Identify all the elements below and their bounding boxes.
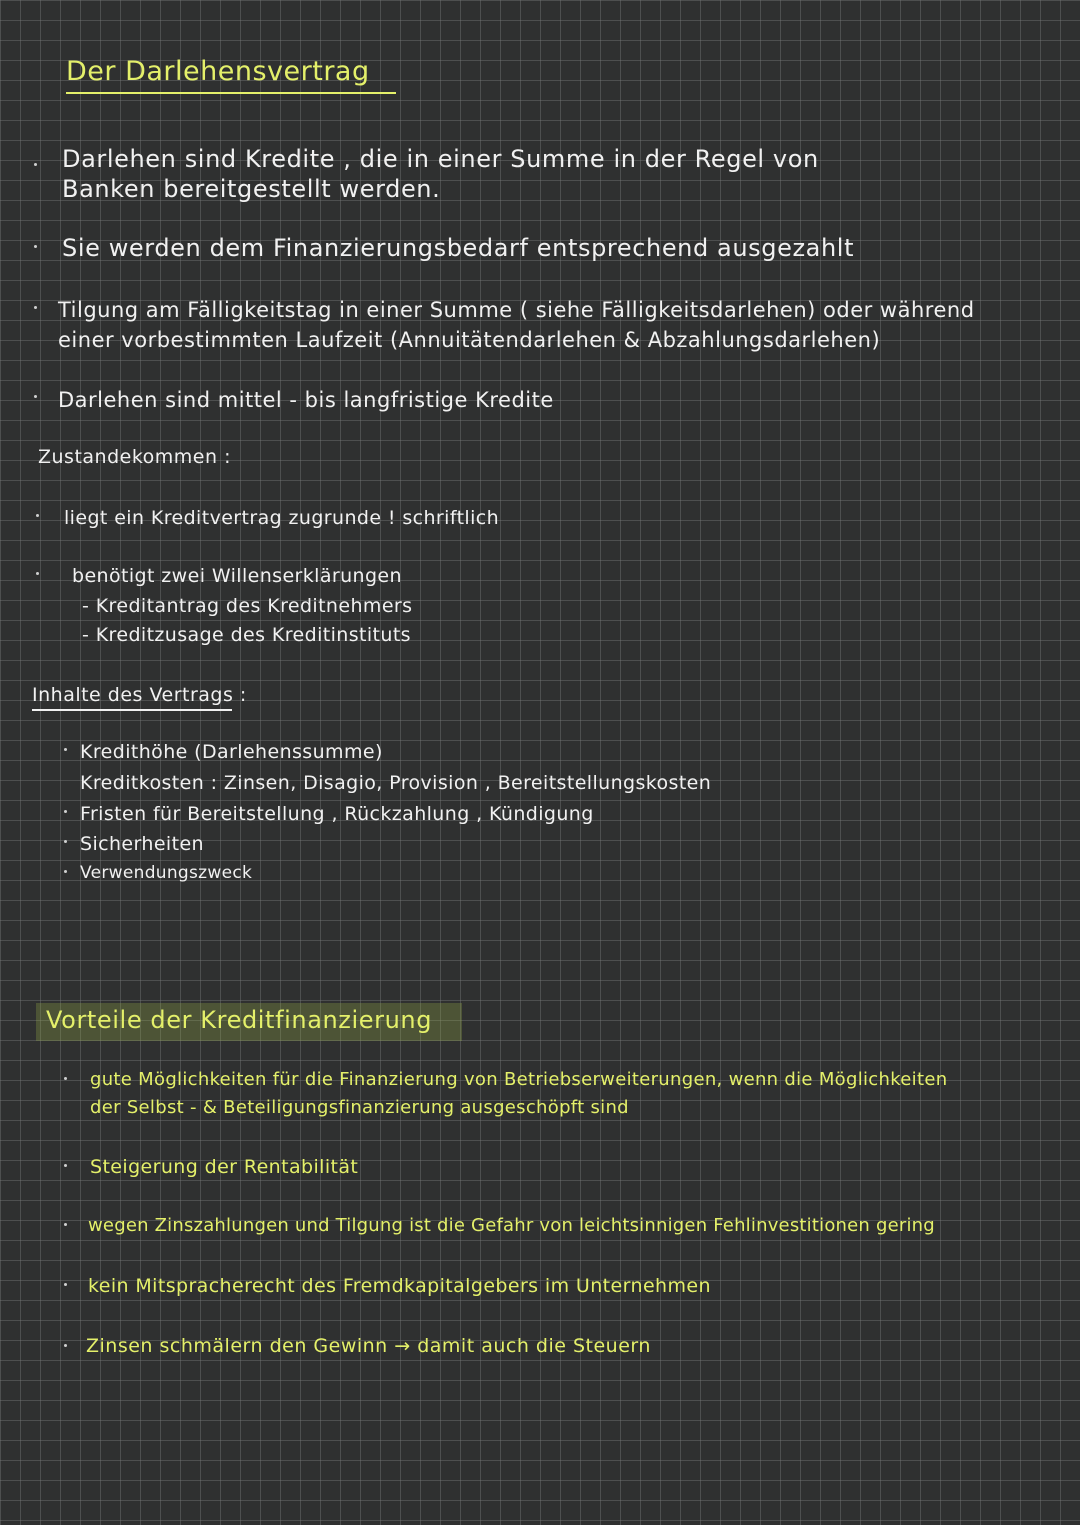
vorteile-item2: Steigerung der Rentabilität xyxy=(90,1156,359,1178)
bullet-dot xyxy=(64,1283,67,1286)
intro-p2: Sie werden dem Finanzierungsbedarf entsprechend ausgezahlt xyxy=(62,234,855,262)
intro-p1-line2: Banken bereitgestellt werden. xyxy=(62,175,441,203)
page-title: Der Darlehensvertrag xyxy=(66,56,370,87)
bullet-dot xyxy=(64,1344,67,1347)
intro-p1-line1: Darlehen sind Kredite , die in einer Summe in der Regel von xyxy=(62,145,819,173)
bullet-dot xyxy=(34,163,37,166)
bullet-dot xyxy=(34,306,37,309)
bullet-dot xyxy=(64,810,67,813)
inhalte-item-1: Kredithöhe (Darlehenssumme) xyxy=(80,741,383,763)
intro-p3-line2: einer vorbestimmten Laufzeit (Annuitätendarlehen & Abzahlungsdarlehen) xyxy=(58,328,881,352)
inhalte-underline xyxy=(32,709,232,711)
bullet-dot xyxy=(36,572,39,575)
inhalte-item-4: Sicherheiten xyxy=(80,833,204,855)
inhalte-item-3: Fristen für Bereitstellung , Rückzahlung , Kündigung xyxy=(80,803,594,825)
zustandekommen-sub2: - Kreditzusage des Kreditinstituts xyxy=(82,624,411,646)
inhalte-heading: Inhalte des Vertrags : xyxy=(32,684,247,706)
zustandekommen-heading: Zustandekommen : xyxy=(38,446,231,468)
intro-p3-line1: Tilgung am Fälligkeitstag in einer Summe ( siehe Fälligkeitsdarlehen) oder während xyxy=(58,298,975,322)
intro-p4: Darlehen sind mittel - bis langfristige Kredite xyxy=(58,388,554,412)
bullet-dot xyxy=(64,1223,67,1226)
bullet-dot xyxy=(64,1077,67,1080)
bullet-dot xyxy=(34,245,37,248)
zustandekommen-item2: benötigt zwei Willenserklärungen xyxy=(72,565,402,587)
vorteile-item1-line1: gute Möglichkeiten für die Finanzierung von Betriebserweiterungen, wenn die Möglichkeiten xyxy=(90,1069,948,1090)
title-underline xyxy=(66,92,396,94)
vorteile-item1-line2: der Selbst - & Beteiligungsfinanzierung ausgeschöpft sind xyxy=(90,1097,629,1118)
bullet-dot xyxy=(64,1164,67,1167)
vorteile-heading: Vorteile der Kreditfinanzierung xyxy=(46,1006,433,1034)
vorteile-item3: wegen Zinszahlungen und Tilgung ist die Gefahr von leichtsinnigen Fehlinvestitionen gering xyxy=(88,1215,935,1236)
bullet-dot xyxy=(64,870,67,873)
zustandekommen-sub1: - Kreditantrag des Kreditnehmers xyxy=(82,595,413,617)
bullet-dot xyxy=(36,514,39,517)
vorteile-item5: Zinsen schmälern den Gewinn → damit auch die Steuern xyxy=(86,1335,651,1357)
vorteile-item4: kein Mitspracherecht des Fremdkapitalgebers im Unternehmen xyxy=(88,1275,711,1297)
bullet-dot xyxy=(64,840,67,843)
bullet-dot xyxy=(64,748,67,751)
bullet-dot xyxy=(34,395,37,398)
inhalte-item-2: Kreditkosten : Zinsen, Disagio, Provision , Bereitstellungskosten xyxy=(80,772,712,794)
inhalte-item-5: Verwendungszweck xyxy=(80,863,253,883)
zustandekommen-item1: liegt ein Kreditvertrag zugrunde ! schriftlich xyxy=(64,507,500,529)
